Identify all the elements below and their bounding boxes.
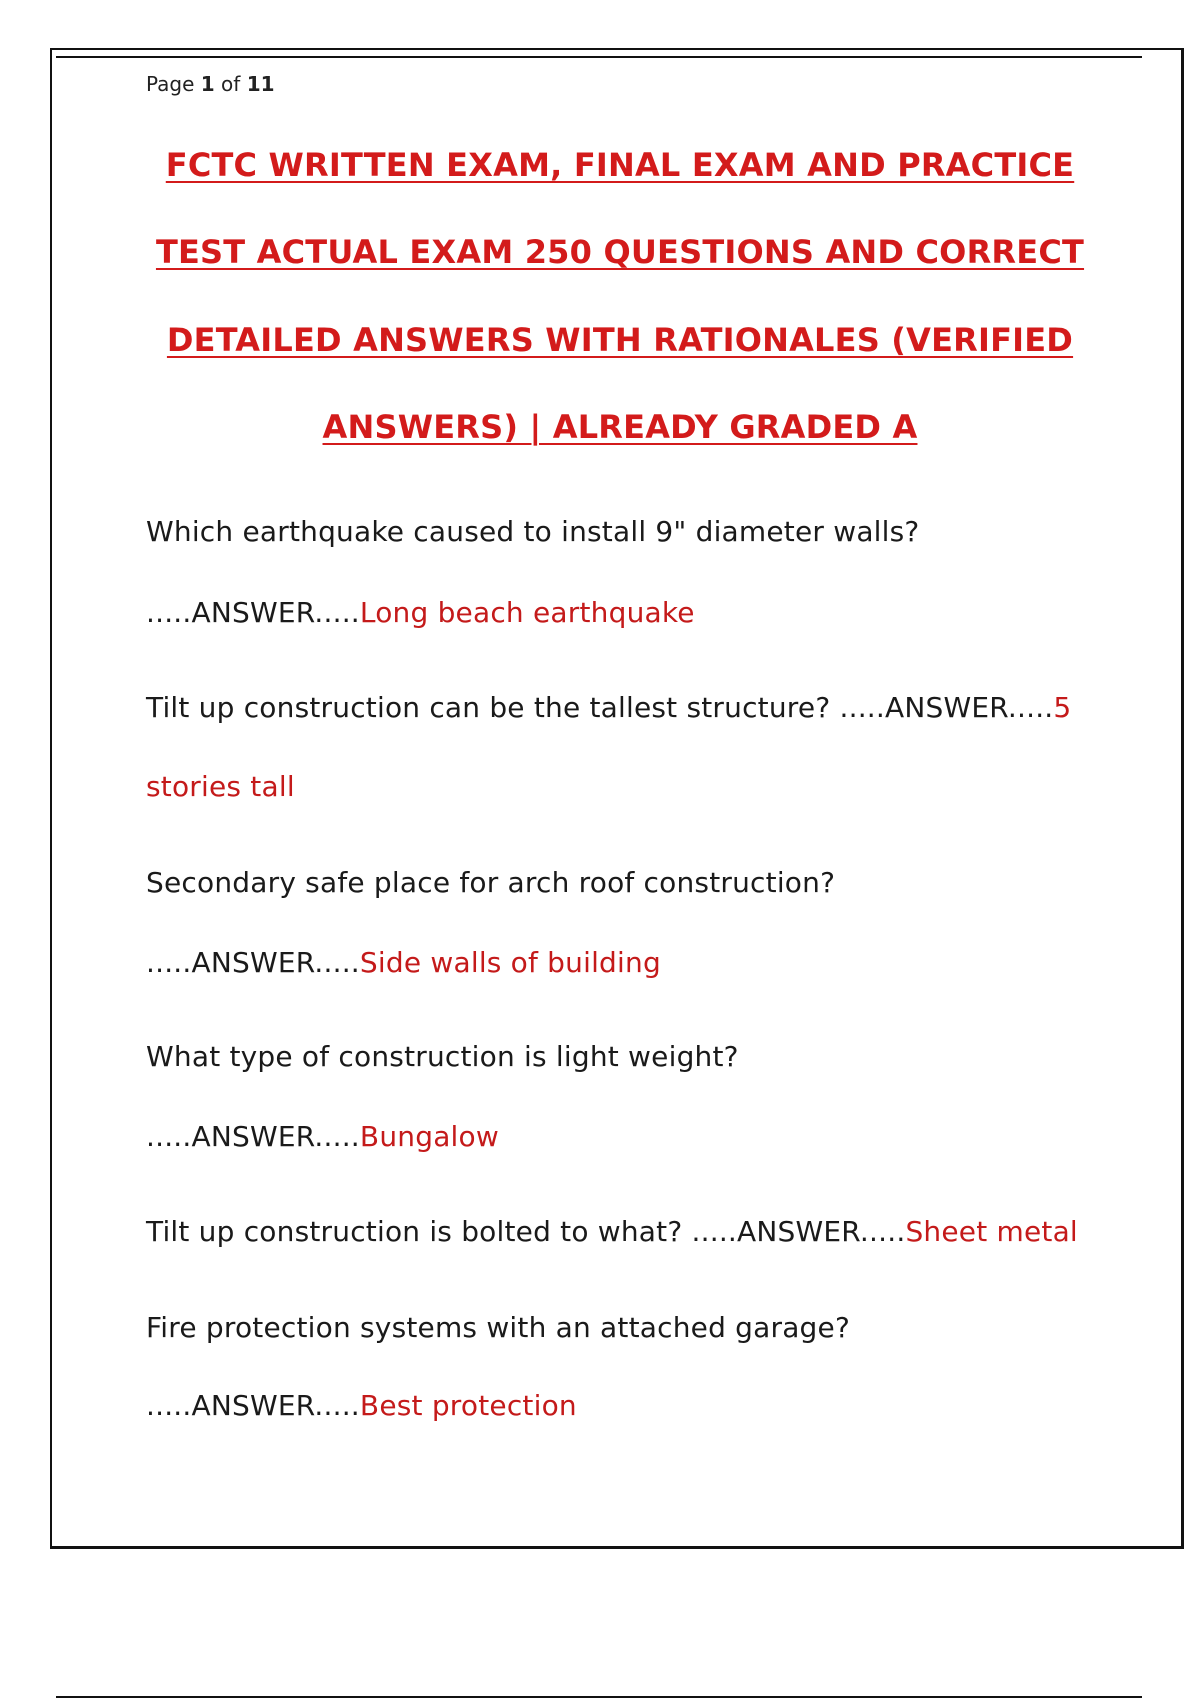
answer-4-line: [146, 1120, 499, 1153]
answer-marker: .....ANSWER.....: [146, 946, 360, 979]
answer-2-part1: 5: [1053, 691, 1072, 724]
answer-1: Long beach earthquake: [359, 596, 695, 629]
answer-6: Best protection: [359, 1389, 577, 1422]
answer-marker: .....ANSWER.....: [146, 1120, 360, 1153]
question-5-line: [146, 1215, 1078, 1248]
title-line-1: FCTC WRITTEN EXAM, FINAL EXAM AND PRACTICE: [165, 146, 1075, 184]
answer-3-line: [146, 946, 661, 979]
answer-marker: .....ANSWER.....: [839, 691, 1054, 724]
answer-marker: .....ANSWER.....: [146, 596, 360, 629]
answer-5: Sheet metal: [905, 1215, 1078, 1248]
question-6: Fire protection systems with an attached garage?: [146, 1311, 851, 1344]
answer-2-part2: stories tall: [146, 770, 295, 803]
page-number: Page 1 of 11: [146, 72, 275, 96]
question-3: Secondary safe place for arch roof construction?: [146, 866, 836, 899]
answer-6-line: [146, 1389, 577, 1422]
answer-marker: .....ANSWER.....: [691, 1215, 906, 1248]
title-line-2: TEST ACTUAL EXAM 250 QUESTIONS AND CORRECT: [155, 233, 1085, 271]
answer-4: Bungalow: [359, 1120, 499, 1153]
answer-3: Side walls of building: [359, 946, 661, 979]
question-5: Tilt up construction is bolted to what?: [146, 1215, 692, 1248]
question-1: Which earthquake caused to install 9" diameter walls?: [146, 515, 920, 548]
question-4: What type of construction is light weight?: [146, 1040, 739, 1073]
answer-marker: .....ANSWER.....: [146, 1389, 360, 1422]
title-line-4: ANSWERS) | ALREADY GRADED A: [322, 408, 918, 446]
bottom-rule: [56, 1696, 1142, 1698]
question-2: Tilt up construction can be the tallest structure?: [146, 691, 840, 724]
answer-1-line: [146, 596, 695, 629]
top-rule: [56, 56, 1142, 58]
question-2-line: [146, 691, 1071, 724]
title-line-3: DETAILED ANSWERS WITH RATIONALES (VERIFIED: [166, 321, 1074, 359]
